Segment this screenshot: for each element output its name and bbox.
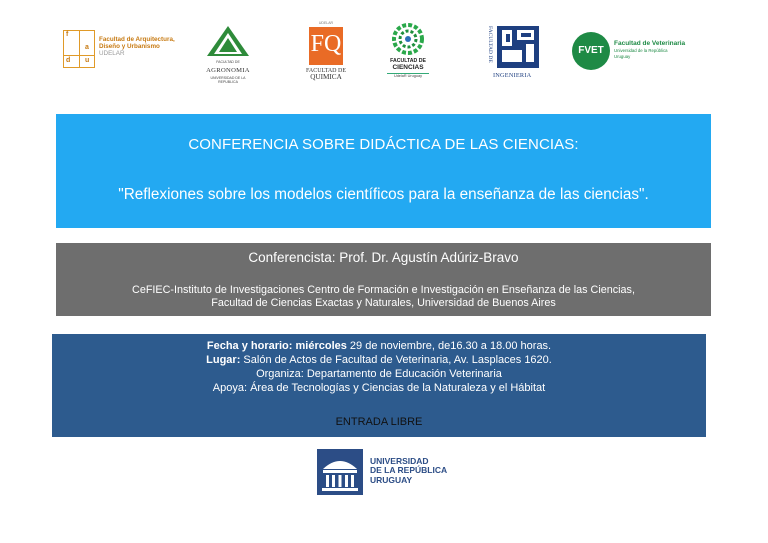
fadu-letter-d: d xyxy=(66,57,71,64)
speaker-name: Conferencista: Prof. Dr. Agustín Adúriz-Bravo xyxy=(248,250,519,265)
event-info-rows xyxy=(52,339,706,395)
ciencias-line1: FACULTAD DE xyxy=(390,58,426,64)
ingenieria-name: INGENIERIA xyxy=(493,72,532,79)
organiza-row: Organiza: Departamento de Educación Veterinaria xyxy=(256,368,502,380)
conference-subtitle: "Reflexiones sobre los modelos científicos para la enseñanza de las ciencias". xyxy=(118,186,649,203)
affiliation-line1: CeFIEC-Instituto de Investigaciones Centro de Formación e Investigación en Enseñanza de las Ciencias, xyxy=(132,284,635,296)
fadu-letter-u: u xyxy=(85,57,90,64)
fadu-logo xyxy=(55,30,180,70)
place-label: Lugar: xyxy=(206,354,241,366)
ciencias-logo xyxy=(385,22,431,78)
place-row xyxy=(52,353,706,367)
speaker-box xyxy=(56,243,711,316)
quimica-top-text: UDELAR xyxy=(318,21,334,25)
udelar-line1: UNIVERSIDAD xyxy=(370,456,429,466)
speaker-affiliation xyxy=(56,284,711,310)
fadu-logo-text xyxy=(99,36,175,58)
quimica-line1: FACULTAD DE xyxy=(305,68,347,74)
fadu-logo-mark xyxy=(63,30,95,68)
udelar-building-icon xyxy=(317,449,363,495)
fadu-letter-a: a xyxy=(85,44,89,51)
entrada-libre: ENTRADA LIBRE xyxy=(335,416,423,428)
conference-title-box xyxy=(56,114,711,228)
date-value: 29 de noviembre, de16.30 a 18.00 horas. xyxy=(346,340,552,352)
fvet-line1: Facultad de Veterinaria xyxy=(614,40,686,47)
date-row xyxy=(52,339,706,353)
fvet-badge-text: FVET xyxy=(578,45,604,56)
agronomia-bottom-text: UNIVERSIDAD DE LA REPUBLICA xyxy=(210,76,246,84)
agronomia-top-text: FACULTAD DE xyxy=(216,60,240,64)
fvet-line3: Uruguay xyxy=(614,54,631,59)
quimica-logo xyxy=(305,21,347,82)
conference-heading: CONFERENCIA SOBRE DIDÁCTICA DE LAS CIENCIAS: xyxy=(188,136,579,153)
fvet-badge-icon xyxy=(572,32,610,70)
fvet-logo xyxy=(572,32,712,72)
fadu-line2: Diseño y Urbanismo xyxy=(99,43,160,51)
event-info-box xyxy=(52,334,706,437)
agronomia-name: AGRONOMIA xyxy=(206,67,250,74)
ciencias-spiral-icon xyxy=(385,22,431,56)
ciencias-text xyxy=(385,58,431,71)
quimica-mark-icon xyxy=(309,27,343,65)
fadu-line1: Facultad de Arquitectura, xyxy=(99,36,175,43)
udelar-line3: URUGUAY xyxy=(370,474,413,485)
logo-strip xyxy=(55,18,715,84)
quimica-line2: QUIMICA xyxy=(310,73,342,82)
date-label: Fecha y horario: miércoles xyxy=(206,340,347,352)
apoya-row: Apoya: Área de Tecnologías y Ciencias de la Naturaleza y el Hábitat xyxy=(212,382,546,394)
udelar-logo xyxy=(317,449,457,499)
fadu-line3: UDELAR xyxy=(99,50,125,58)
ciencias-foot: UdelaR Uruguay xyxy=(387,73,429,78)
ciencias-line2: CIENCIAS xyxy=(392,63,424,71)
udelar-line2: DE LA REPÚBLICA xyxy=(370,465,448,476)
ingenieria-logo xyxy=(487,24,541,80)
ingenieria-side-text: FACULTAD DE xyxy=(487,26,493,63)
agronomia-logo xyxy=(203,24,253,84)
quimica-text xyxy=(305,68,347,81)
agronomia-triangle-icon xyxy=(203,24,253,58)
affiliation-line2: Facultad de Ciencias Exactas y Naturales, Universidad de Buenos Aires xyxy=(211,297,556,309)
ingenieria-mark-icon xyxy=(497,26,539,68)
fadu-letter-f: f xyxy=(66,31,69,38)
fvet-line2: Universidad de la República xyxy=(614,48,668,53)
place-value: Salón de Actos de Facultad de Veterinaria, Av. Lasplaces 1620. xyxy=(240,354,552,366)
quimica-mark-letters: FQ xyxy=(310,31,342,57)
udelar-text xyxy=(370,457,447,485)
